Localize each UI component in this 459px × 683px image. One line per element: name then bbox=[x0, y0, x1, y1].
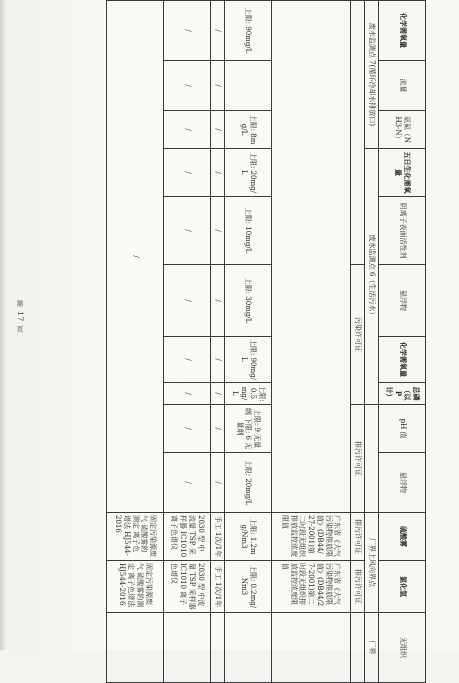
cell-item: 流量 bbox=[379, 61, 426, 111]
cell-limit bbox=[225, 613, 272, 683]
table-row bbox=[350, 1, 364, 683]
table-frame bbox=[106, 0, 426, 658]
cell-method: / bbox=[164, 149, 211, 197]
cell-method: / bbox=[164, 1, 211, 61]
cell-limit: 上限: 20mg/L bbox=[225, 453, 272, 513]
cell-item: 无组织 bbox=[379, 613, 426, 683]
cell-limit: 上限: 10mg/L bbox=[225, 197, 272, 265]
cell-item: pH 值 bbox=[379, 405, 426, 453]
cell-item: 氨氮（NH3-N） bbox=[379, 111, 426, 149]
cell-frequency bbox=[210, 613, 224, 683]
cell-item: 悬浮物 bbox=[379, 453, 426, 513]
cell-location: 厂界上风向界点 bbox=[365, 513, 379, 613]
cell-method: / bbox=[164, 111, 211, 149]
cell-frequency: / bbox=[210, 149, 224, 197]
cell-item: 阴离子表面活性剂 bbox=[379, 197, 426, 265]
cell-basis: 排污许可证 bbox=[350, 513, 364, 561]
cell-method: / bbox=[164, 405, 211, 453]
cell-item: 氯化氢 bbox=[379, 561, 426, 613]
table-row bbox=[379, 1, 426, 683]
cell-method-text: / bbox=[107, 1, 164, 513]
cell-frequency: 手工 1次/1年 bbox=[210, 513, 224, 561]
cell-item: 悬浮物 bbox=[379, 265, 426, 337]
cell-standard: 广东省《大气污染物排放限值》(DB44/27-2001)第二时段无组织排放监控浓度限值 bbox=[271, 513, 350, 561]
cell-method: / bbox=[164, 197, 211, 265]
cell-standard bbox=[271, 613, 350, 683]
cell-method bbox=[164, 613, 211, 683]
cell-frequency: 手工 1次/1年 bbox=[210, 561, 224, 613]
cell-method: / bbox=[164, 265, 211, 337]
cell-location: 废水监测点 7(循环冷却水排放口) bbox=[365, 1, 379, 149]
cell-limit: 上限: 0.5mg/L bbox=[225, 383, 272, 405]
cell-method: / bbox=[164, 453, 211, 513]
cell-method: 2030 型 中流量 TSP 采样器 IC1010 离子色谱仪 bbox=[164, 513, 211, 561]
cell-frequency: / bbox=[210, 265, 224, 337]
monitoring-table bbox=[106, 0, 426, 683]
cell-frequency: / bbox=[210, 383, 224, 405]
cell-item: 化学需氧量 bbox=[379, 337, 426, 383]
cell-method: / bbox=[164, 383, 211, 405]
cell-frequency: / bbox=[210, 61, 224, 111]
cell-method: 2030 型 中流量 TSP 采样器 IC1010 离子色谱仪 bbox=[164, 561, 211, 613]
cell-limit: 上限: 8mg/L bbox=[225, 111, 272, 149]
table-row bbox=[365, 1, 379, 683]
cell-method: / bbox=[164, 61, 211, 111]
cell-frequency: / bbox=[210, 453, 224, 513]
cell-item: 总磷（以 P 计） bbox=[379, 383, 426, 405]
table-row bbox=[107, 1, 164, 683]
cell-method-text bbox=[107, 613, 164, 683]
cell-standard: 广东省《大气污染物排放限值》(DB44/27-2001)第二时段无组织排放监控浓度限值 bbox=[271, 561, 350, 613]
cell-location: 废水监测点 6（生活污水） bbox=[365, 149, 379, 405]
cell-method: / bbox=[164, 337, 211, 383]
cell-frequency: / bbox=[210, 337, 224, 383]
scan-shadow bbox=[0, 0, 6, 650]
cell-basis: 排污许可证 bbox=[350, 405, 364, 513]
table-row bbox=[210, 1, 224, 683]
cell-limit bbox=[225, 61, 272, 111]
cell-standard bbox=[271, 1, 350, 513]
cell-location bbox=[365, 405, 379, 513]
cell-item: 化学需氧量 bbox=[379, 1, 426, 61]
table-row bbox=[271, 1, 350, 683]
cell-frequency: / bbox=[210, 111, 224, 149]
cell-frequency: / bbox=[210, 1, 224, 61]
cell-limit: 上限: 90mg/L bbox=[225, 337, 272, 383]
cell-limit: 上限: 9 无量纲 下限: 6 无量纲 bbox=[225, 405, 272, 453]
cell-location: 厂界 bbox=[365, 613, 379, 683]
cell-limit: 上限: 0.2mg/Nm3 bbox=[225, 561, 272, 613]
cell-basis: 污染许可证 bbox=[350, 265, 364, 405]
cell-frequency: / bbox=[210, 405, 224, 453]
cell-basis bbox=[350, 613, 364, 683]
cell-basis bbox=[350, 1, 364, 265]
cell-method-text: 固定污染源废气 硫酸雾的测定 离子色谱法 HJ544-2016 bbox=[107, 513, 164, 561]
cell-frequency: / bbox=[210, 197, 224, 265]
cell-item: 硫酸雾 bbox=[379, 513, 426, 561]
cell-basis: 排污许可证 bbox=[350, 561, 364, 613]
table-row bbox=[164, 1, 211, 683]
table-row bbox=[225, 1, 272, 683]
cell-limit: 上限: 20mg/L bbox=[225, 149, 272, 197]
cell-limit: 上限: 1.2mg/Nm3 bbox=[225, 513, 272, 561]
cell-method-text: 固定污染源废气 硫酸雾的测定 离子色谱法 HJ544-2016 bbox=[107, 561, 164, 613]
cell-item: 五日生化需氧量 bbox=[379, 149, 426, 197]
cell-limit: 上限: 30mg/L bbox=[225, 265, 272, 337]
cell-limit: 上限: 90mg/L bbox=[225, 1, 272, 61]
page-number: 第 17 页 bbox=[16, 300, 24, 334]
